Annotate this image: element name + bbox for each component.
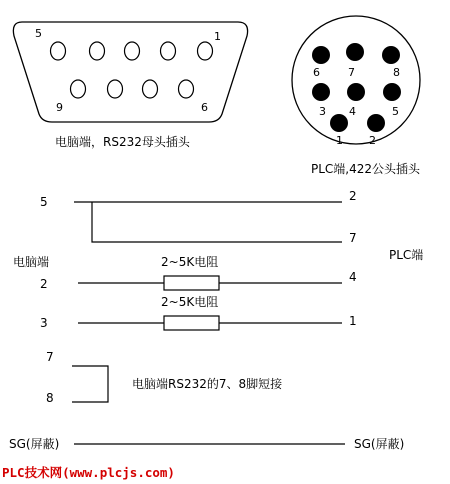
din8-pin-7 [346, 43, 364, 61]
left-pin-3: 3 [40, 316, 48, 330]
db9-pin-label-9: 9 [56, 101, 63, 114]
din8-connector-outline [292, 16, 420, 144]
db9-pin-label-6: 6 [201, 101, 208, 114]
db9-hole-6 [179, 80, 194, 98]
din8-caption: PLC端,422公头插头 [311, 162, 421, 176]
right-pin-1: 1 [349, 314, 357, 328]
din8-pin-2 [367, 114, 385, 132]
left-pin-8: 8 [46, 391, 54, 405]
plc-side-label: PLC端 [389, 248, 424, 262]
sg-right-label: SG(屏蔽) [354, 437, 405, 451]
db9-hole-5 [51, 42, 66, 60]
right-pin-2: 2 [349, 189, 357, 203]
left-pin-5: 5 [40, 195, 48, 209]
pc-side-label: 电脑端 [13, 255, 50, 269]
din8-pin-8 [382, 46, 400, 64]
short-7-8-bracket [72, 366, 108, 402]
resistor-2-label: 2~5K电阻 [161, 295, 219, 309]
footer-watermark: PLC技术网(www.plcjs.com) [2, 465, 175, 480]
db9-hole-7 [143, 80, 158, 98]
left-pin-2: 2 [40, 277, 48, 291]
din8-pin-1 [330, 114, 348, 132]
right-pin-4: 4 [349, 270, 357, 284]
din8-pin-label-2: 2 [369, 134, 376, 147]
db9-hole-2 [161, 42, 176, 60]
db9-hole-9 [71, 80, 86, 98]
db9-pin-label-1: 1 [214, 30, 221, 43]
din8-pin-label-1: 1 [336, 134, 343, 147]
short-note: 电脑端RS232的7、8脚短接 [132, 377, 283, 391]
din8-pin-label-3: 3 [319, 105, 326, 118]
resistor-1-label: 2~5K电阻 [161, 255, 219, 269]
left-pin-7: 7 [46, 350, 54, 364]
din8-pin-label-7: 7 [348, 66, 355, 79]
wire-5-to-7 [92, 202, 342, 242]
db9-caption: 电脑端，RS232母头插头 [55, 135, 190, 149]
db9-bottom-row-holes [71, 80, 194, 98]
resistor-1 [164, 276, 219, 290]
din8-pin-label-5: 5 [392, 105, 399, 118]
sg-left-label: SG(屏蔽) [9, 437, 60, 451]
db9-top-row-holes [51, 42, 213, 60]
db9-hole-1 [198, 42, 213, 60]
din8-pin-label-6: 6 [313, 66, 320, 79]
db9-hole-4 [90, 42, 105, 60]
db9-hole-8 [108, 80, 123, 98]
din8-pin-5 [383, 83, 401, 101]
db9-hole-3 [125, 42, 140, 60]
db9-pin-label-5: 5 [35, 27, 42, 40]
din8-pin-3 [312, 83, 330, 101]
din8-pin-label-8: 8 [393, 66, 400, 79]
db9-connector-outline [13, 22, 247, 122]
right-pin-7: 7 [349, 231, 357, 245]
din8-pin-4 [347, 83, 365, 101]
din8-pin-6 [312, 46, 330, 64]
resistor-2 [164, 316, 219, 330]
din8-pin-label-4: 4 [349, 105, 356, 118]
